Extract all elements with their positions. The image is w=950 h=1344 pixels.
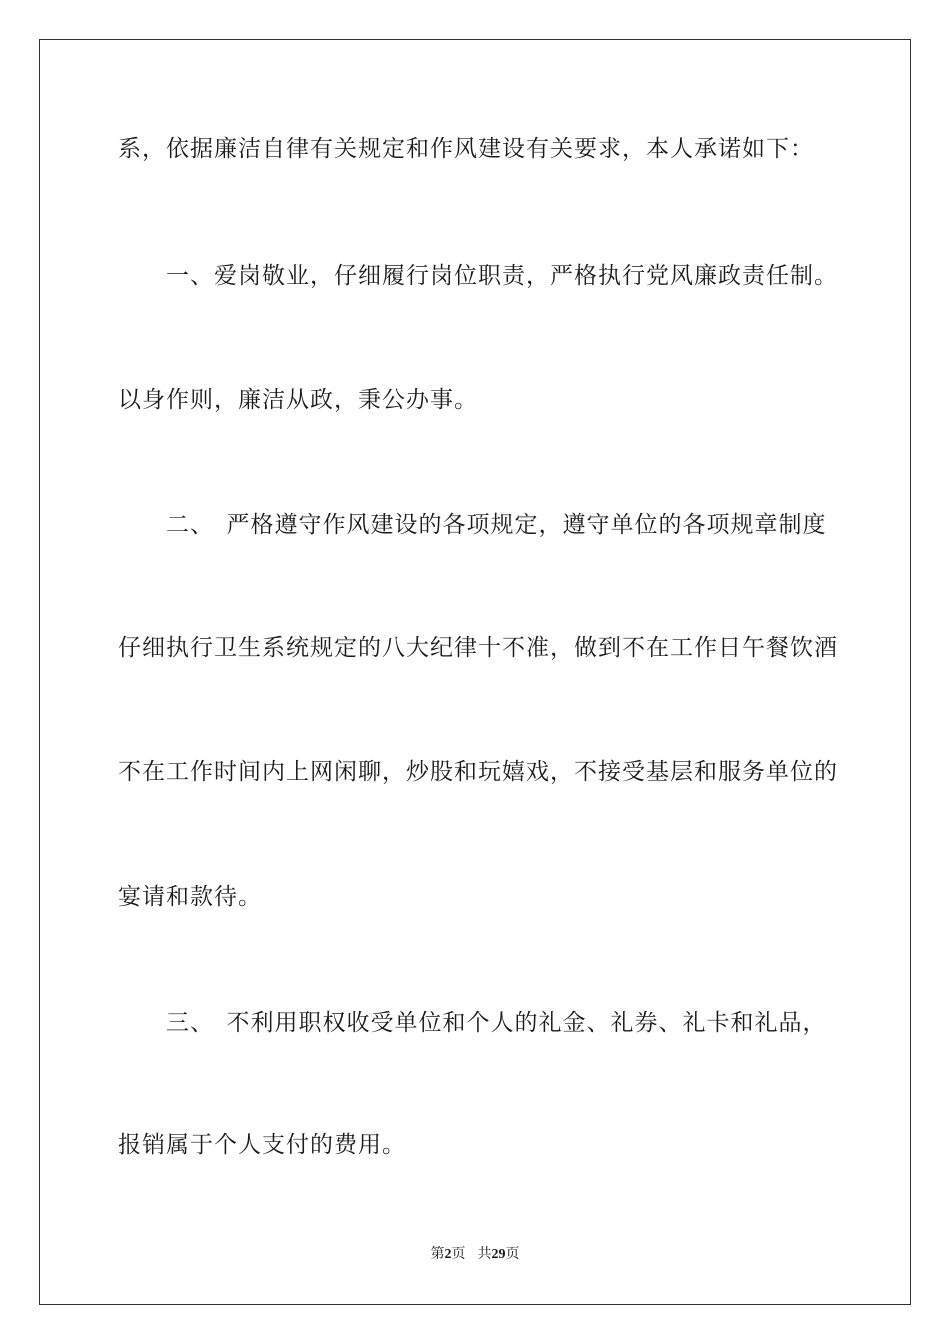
page-number-label: 第2页 — [430, 1247, 466, 1262]
text-line: 二、 严格遵守作风建设的各项规定，遵守单位的各项规章制度 — [118, 512, 827, 538]
total-pages-label: 共29页 — [477, 1247, 520, 1262]
text-line: 三、 不利用职权收受单位和个人的礼金、礼券、礼卡和礼品， — [118, 1010, 827, 1036]
text-line: 宴请和款待。 — [118, 884, 262, 910]
total-page-count: 29 — [491, 1247, 506, 1262]
text-line: 以身作则，廉洁从政，秉公办事。 — [118, 387, 478, 413]
page-border — [39, 39, 911, 1305]
text-line: 一、爱岗敬业，仔细履行岗位职责，严格执行党风廉政责任制。 — [118, 263, 838, 289]
current-page-number: 2 — [444, 1247, 452, 1262]
text-line: 系，依据廉洁自律有关规定和作风建设有关要求，本人承诺如下： — [118, 136, 814, 162]
page-footer — [0, 1246, 950, 1264]
text-line: 仔细执行卫生系统规定的八大纪律十不准，做到不在工作日午餐饮酒 — [118, 635, 838, 661]
text-line: 报销属于个人支付的费用。 — [118, 1132, 406, 1158]
text-line: 不在工作时间内上网闲聊，炒股和玩嬉戏，不接受基层和服务单位的 — [118, 759, 838, 785]
